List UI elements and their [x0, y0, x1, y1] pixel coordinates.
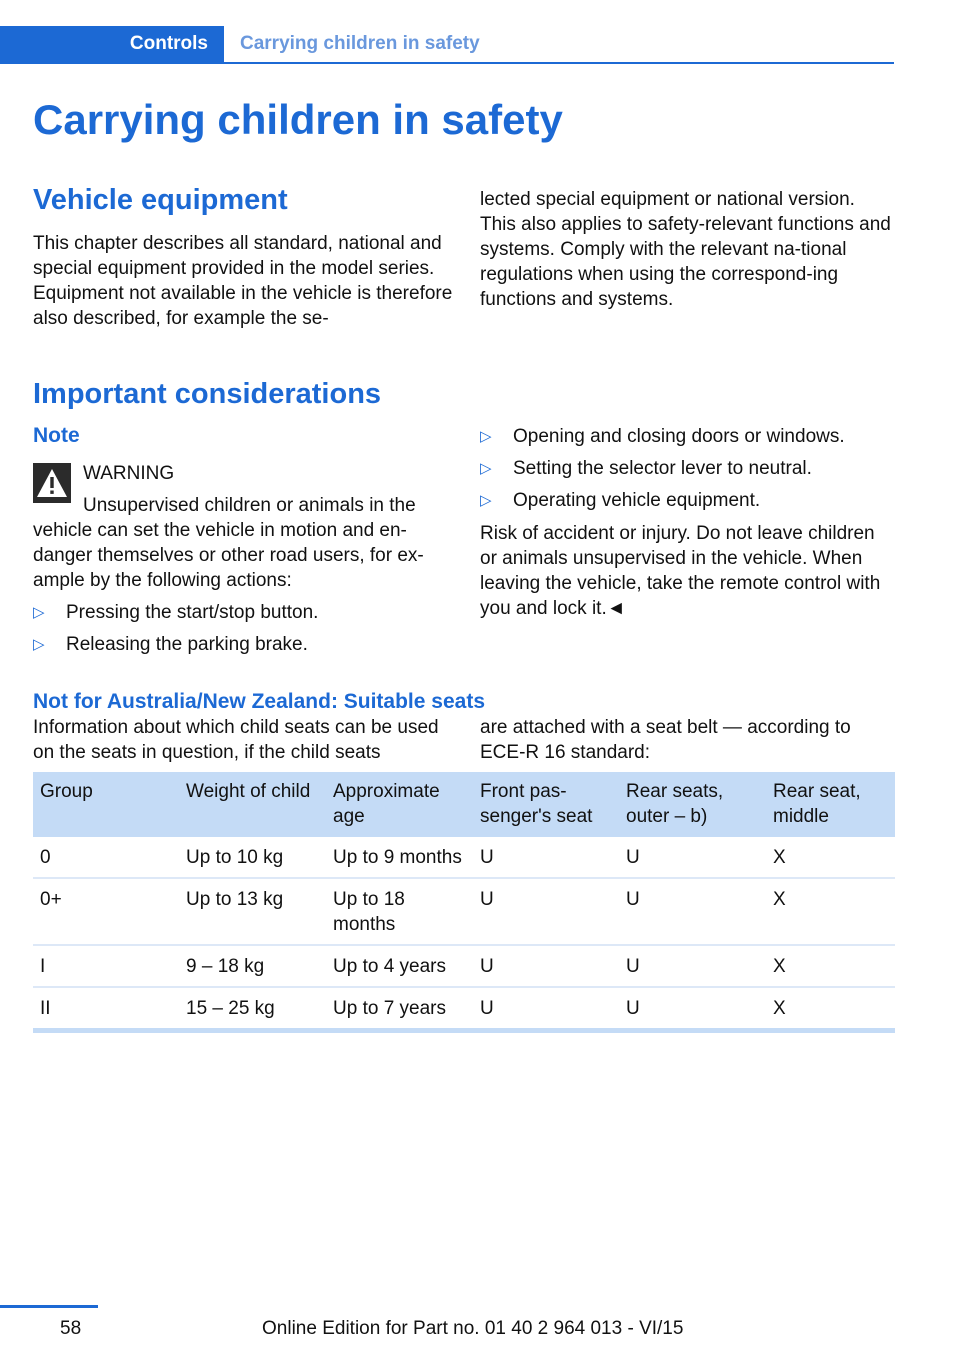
- column-header: Front pas-senger's seat: [473, 772, 619, 837]
- seats-intro-right: are attached with a seat belt — according to ECE-R 16 standard:: [480, 717, 851, 763]
- list-item: [33, 632, 453, 657]
- actions-list-right: [480, 424, 895, 520]
- column-header: Rear seat, middle: [766, 772, 895, 837]
- table-cell: I: [33, 945, 179, 987]
- footer-rule: [0, 1305, 98, 1308]
- list-item: [480, 424, 895, 449]
- triangle-bullet-icon: ▷: [33, 636, 45, 653]
- vehicle-equipment-text-left: This chapter describes all standard, national and special equipment provided in the model series. Equipment not available in the vehicle is therefore also described, for example the se-: [33, 233, 453, 329]
- list-item-text: Pressing the start/stop button.: [66, 602, 319, 623]
- table-cell: U: [473, 945, 619, 987]
- table-cell: U: [619, 945, 766, 987]
- child-seats-table: [33, 772, 895, 1033]
- list-item-text: Setting the selector lever to neutral.: [513, 458, 812, 479]
- page-number: 58: [60, 1318, 82, 1339]
- chapter-tab[interactable]: Controls: [0, 26, 224, 62]
- table-cell: Up to 10 kg: [179, 837, 326, 878]
- list-item-text: Operating vehicle equipment.: [513, 490, 761, 511]
- actions-list-left: [33, 600, 453, 664]
- table-cell: Up to 13 kg: [179, 878, 326, 945]
- list-item: [480, 488, 895, 513]
- table-cell: 15 – 25 kg: [179, 987, 326, 1031]
- table-cell: II: [33, 987, 179, 1031]
- table-cell: X: [766, 987, 895, 1031]
- list-item: [33, 600, 453, 625]
- warning-block: [33, 461, 453, 593]
- warning-title: WARNING: [83, 463, 175, 484]
- table-cell: X: [766, 945, 895, 987]
- section-title[interactable]: Carrying children in safety: [240, 33, 480, 54]
- column-header: Weight of child: [179, 772, 326, 837]
- table-cell: U: [473, 878, 619, 945]
- list-item-text: Releasing the parking brake.: [66, 634, 308, 655]
- table-cell: 0: [33, 837, 179, 878]
- risk-text: Risk of accident or injury. Do not leave children or animals unsupervised in the vehicle. When leaving the vehicle, take the remote control with you and lock it.◄: [480, 523, 881, 619]
- column-header: Approximate age: [326, 772, 473, 837]
- table-cell: Up to 7 years: [326, 987, 473, 1031]
- table-row: [33, 837, 895, 878]
- warning-text: Unsupervised children or animals in the vehicle can set the vehicle in motion and en-danger themselves or other road users, for ex-ample by the following actions:: [33, 495, 424, 591]
- table-row: [33, 878, 895, 945]
- table-cell: 9 – 18 kg: [179, 945, 326, 987]
- page-header: [0, 26, 894, 64]
- table-header-row: [33, 772, 895, 837]
- page-title: Carrying children in safety: [33, 96, 563, 143]
- triangle-bullet-icon: ▷: [480, 428, 492, 445]
- table-cell: U: [619, 878, 766, 945]
- table-cell: U: [473, 837, 619, 878]
- seats-intro-left: Information about which child seats can be used on the seats in question, if the child seats: [33, 717, 439, 763]
- table-row: [33, 945, 895, 987]
- table-cell: X: [766, 837, 895, 878]
- footer-edition: Online Edition for Part no. 01 40 2 964 013 - VI/15: [262, 1318, 684, 1339]
- table-cell: 0+: [33, 878, 179, 945]
- column-header: Group: [33, 772, 179, 837]
- table-cell: Up to 18 months: [326, 878, 473, 945]
- list-item-text: Opening and closing doors or windows.: [513, 426, 845, 447]
- vehicle-equipment-text-right: lected special equipment or national version. This also applies to safety-relevant functions and systems. Comply with the relevant na-tional regulations when using the correspond-ing functions and systems.: [480, 189, 891, 310]
- list-item: [480, 456, 895, 481]
- table-cell: U: [619, 837, 766, 878]
- table-cell: U: [619, 987, 766, 1031]
- note-heading: Note: [33, 424, 80, 447]
- table-cell: Up to 4 years: [326, 945, 473, 987]
- table-cell: Up to 9 months: [326, 837, 473, 878]
- triangle-bullet-icon: ▷: [33, 604, 45, 621]
- vehicle-equipment-heading: Vehicle equipment: [33, 184, 288, 216]
- table-cell: U: [473, 987, 619, 1031]
- triangle-bullet-icon: ▷: [480, 492, 492, 509]
- suitable-seats-heading: Not for Australia/New Zealand: Suitable seats: [33, 690, 485, 713]
- important-considerations-heading: Important considerations: [33, 378, 382, 410]
- table-cell: X: [766, 878, 895, 945]
- triangle-bullet-icon: ▷: [480, 460, 492, 477]
- table-row: [33, 987, 895, 1031]
- column-header: Rear seats, outer – b): [619, 772, 766, 837]
